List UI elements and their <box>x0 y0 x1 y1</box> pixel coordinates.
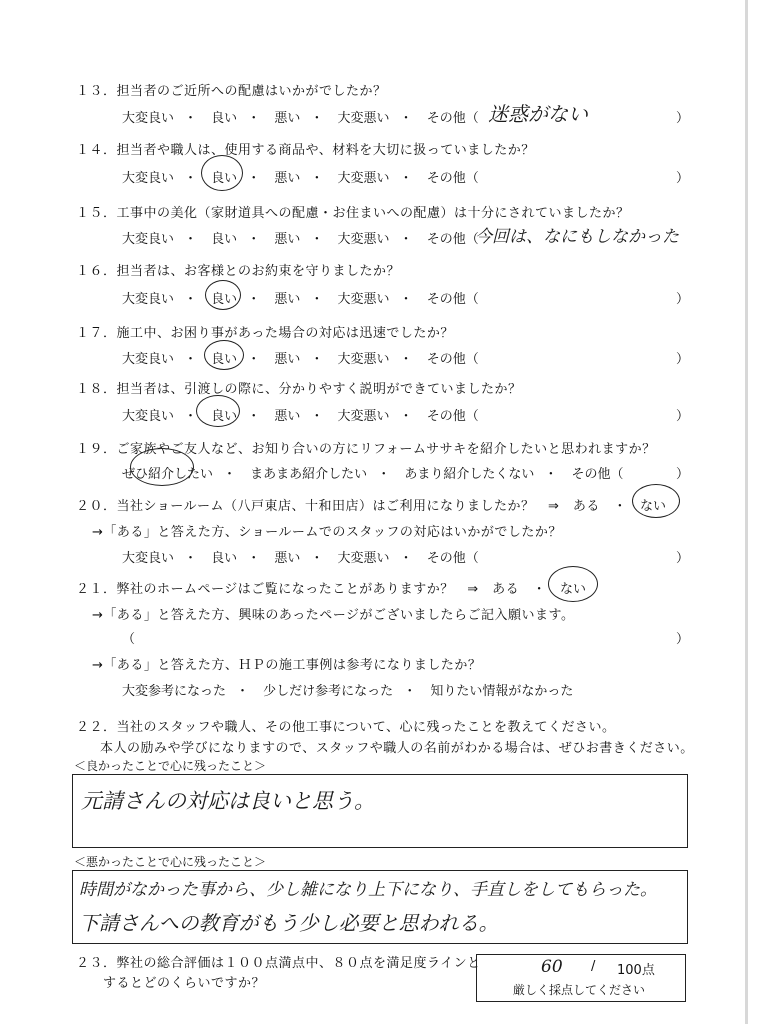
opt-not-found: 知りたい情報がなかった <box>430 684 574 699</box>
answer-circle <box>204 340 244 370</box>
opt-very-bad: 大変悪い <box>337 171 390 186</box>
bad-label: ＜悪かったことで心に残ったこと＞ <box>74 855 267 869</box>
opt-not-much: あまり紹介したくない <box>404 467 535 482</box>
opt-other: その他（ <box>426 171 479 186</box>
score-box <box>476 954 686 1002</box>
opt-other: その他（ <box>571 467 624 482</box>
opt-good: 良い <box>211 232 238 247</box>
answer-circle <box>201 155 243 191</box>
q15-handwritten: 今回は、なにもしなかった <box>475 227 679 247</box>
q23-question-line1: ２３．弊社の総合評価は１００点満点中、８０点を満足度ラインと <box>76 956 481 971</box>
bad-handwritten-line2: 下請さんへの教育がもう少し必要と思われる。 <box>79 911 499 935</box>
opt-bad: 悪い <box>274 551 301 566</box>
opt-very-bad: 大変悪い <box>337 232 390 247</box>
opt-somewhat: まあまあ紹介したい <box>250 467 368 482</box>
opt-very-bad: 大変悪い <box>337 352 390 367</box>
opt-bad: 悪い <box>274 232 301 247</box>
q18-close: ） <box>676 409 690 424</box>
score-note: 厳しく採点してください <box>513 983 646 997</box>
opt-good: 良い <box>211 409 238 424</box>
q19-question: １９．ご家族やご友人など、お知り合いの方にリフォームササキを紹介したいと思われますか？ <box>76 442 656 457</box>
q19-close: ） <box>676 467 690 482</box>
opt-other: その他（ <box>426 409 479 424</box>
opt-very-good: 大変良い <box>122 409 175 424</box>
q15-question: １５．工事中の美化（家財道具への配慮・お住まいへの配慮）は十分にされていましたか？ <box>76 206 630 221</box>
q17-options: 大変良い ・ 良い ・ 悪い ・ 大変悪い ・ その他（ <box>122 348 485 367</box>
q18-options: 大変良い ・ 良い ・ 悪い ・ 大変悪い ・ その他（ <box>122 405 485 424</box>
bad-answer-box <box>72 870 688 944</box>
q14-question: １４．担当者や職人は、使用する商品や、材料を大切に扱っていましたか？ <box>76 143 535 158</box>
score-slash: / <box>591 959 596 974</box>
answer-circle <box>632 484 680 518</box>
opt-other: その他（ <box>426 111 479 126</box>
opt-other: その他（ <box>426 551 479 566</box>
q13-options: 大変良い ・ 良い ・ 悪い ・ 大変悪い ・ その他（ <box>122 107 485 126</box>
opt-very-good: 大変良い <box>122 352 175 367</box>
opt-very-good: 大変良い <box>122 292 175 307</box>
q13-handwritten: 迷惑がない <box>488 102 588 126</box>
opt-other: その他（ <box>426 292 479 307</box>
opt-very-bad: 大変悪い <box>337 111 390 126</box>
q15-options: 大変良い ・ 良い ・ 悪い ・ 大変悪い ・ その他（ <box>122 228 485 247</box>
opt-very-good: 大変良い <box>122 551 175 566</box>
good-handwritten: 元請さんの対応は良いと思う。 <box>81 789 375 813</box>
q20-answer: ない <box>640 499 667 514</box>
opt-very-good: 大変良い <box>122 111 175 126</box>
opt-slightly-helpful: 少しだけ参考になった <box>263 684 394 699</box>
q21-question: ２１．弊社のホームページはご覧になったことがありますか？ ⇒ ある ・ <box>76 582 547 597</box>
score-max: 100点 <box>617 963 655 978</box>
q17-question: １７．施工中、お困り事があった場合の対応は迅速でしたか？ <box>76 326 454 341</box>
opt-good: 良い <box>211 111 238 126</box>
opt-bad: 悪い <box>274 409 301 424</box>
q21-options2: 大変参考になった ・ 少しだけ参考になった ・ 知りたい情報がなかった <box>122 680 579 699</box>
good-answer-box <box>72 774 688 848</box>
q21-sub1: →「ある」と答えた方、興味のあったページがございましたらご記入願います。 <box>92 608 575 623</box>
opt-bad: 悪い <box>274 292 301 307</box>
scan-edge <box>745 0 748 1024</box>
q21-answer: ない <box>560 582 587 597</box>
q19-options: ぜひ紹介したい ・ まあまあ紹介したい ・ あまり紹介したくない ・ その他（ <box>122 463 630 482</box>
opt-bad: 悪い <box>274 171 301 186</box>
opt-bad: 悪い <box>274 111 301 126</box>
q21-open: （ <box>122 632 136 647</box>
opt-good: 良い <box>211 551 238 566</box>
q14-options: 大変良い ・ 良い ・ 悪い ・ 大変悪い ・ その他（ <box>122 167 485 186</box>
q13-question: １３．担当者のご近所への配慮はいかがでしたか？ <box>76 84 387 99</box>
opt-very-bad: 大変悪い <box>337 292 390 307</box>
q20-sub: →「ある」と答えた方、ショールームでのスタッフの対応はいかがでしたか？ <box>92 525 562 540</box>
opt-very-helpful: 大変参考になった <box>122 684 227 699</box>
q21-close: ） <box>676 632 690 647</box>
opt-very-bad: 大変悪い <box>337 551 390 566</box>
answer-circle <box>205 280 241 310</box>
q20-close: ） <box>676 551 690 566</box>
opt-other: その他（ <box>426 352 479 367</box>
answer-circle <box>130 448 194 486</box>
answer-circle <box>548 566 598 602</box>
q16-close: ） <box>676 292 690 307</box>
opt-very-good: 大変良い <box>122 171 175 186</box>
answer-circle <box>196 395 240 427</box>
q20-options: 大変良い ・ 良い ・ 悪い ・ 大変悪い ・ その他（ <box>122 547 485 566</box>
q13-close: ） <box>676 111 690 126</box>
opt-good: 良い <box>211 352 238 367</box>
q23-question-line2: するとどのくらいですか？ <box>76 976 266 991</box>
opt-bad: 悪い <box>274 352 301 367</box>
good-label: ＜良かったことで心に残ったこと＞ <box>74 759 267 773</box>
opt-other: その他（ <box>426 232 479 247</box>
opt-very-bad: 大変悪い <box>337 409 390 424</box>
q16-options: 大変良い ・ 良い ・ 悪い ・ 大変悪い ・ その他（ <box>122 288 485 307</box>
q16-question: １６．担当者は、お客様とのお約束を守りましたか？ <box>76 264 401 279</box>
opt-good: 良い <box>211 171 238 186</box>
q20-question: ２０．当社ショールーム（八戸東店、十和田店）はご利用になりましたか？ ⇒ ある ・ <box>76 499 627 514</box>
q22-question: ２２．当社のスタッフや職人、その他工事について、心に残ったことを教えてください。 <box>76 720 616 735</box>
q14-close: ） <box>676 171 690 186</box>
score-handwritten: 60 <box>541 957 563 977</box>
q17-close: ） <box>676 352 690 367</box>
q22-note: 本人の励みや学びになりますので、スタッフや職人の名前がわかる場合は、ぜひお書きください。 <box>100 741 694 756</box>
opt-definitely: ぜひ紹介したい <box>122 467 214 482</box>
q18-question: １８．担当者は、引渡しの際に、分かりやすく説明ができていましたか？ <box>76 382 522 397</box>
opt-good: 良い <box>211 292 238 307</box>
opt-very-good: 大変良い <box>122 232 175 247</box>
q21-sub2: →「ある」と答えた方、ＨＰの施工事例は参考になりましたか？ <box>92 658 482 673</box>
bad-handwritten-line1: 時間がなかった事から、少し雑になり上下になり、手直しをしてもらった。 <box>79 880 657 900</box>
